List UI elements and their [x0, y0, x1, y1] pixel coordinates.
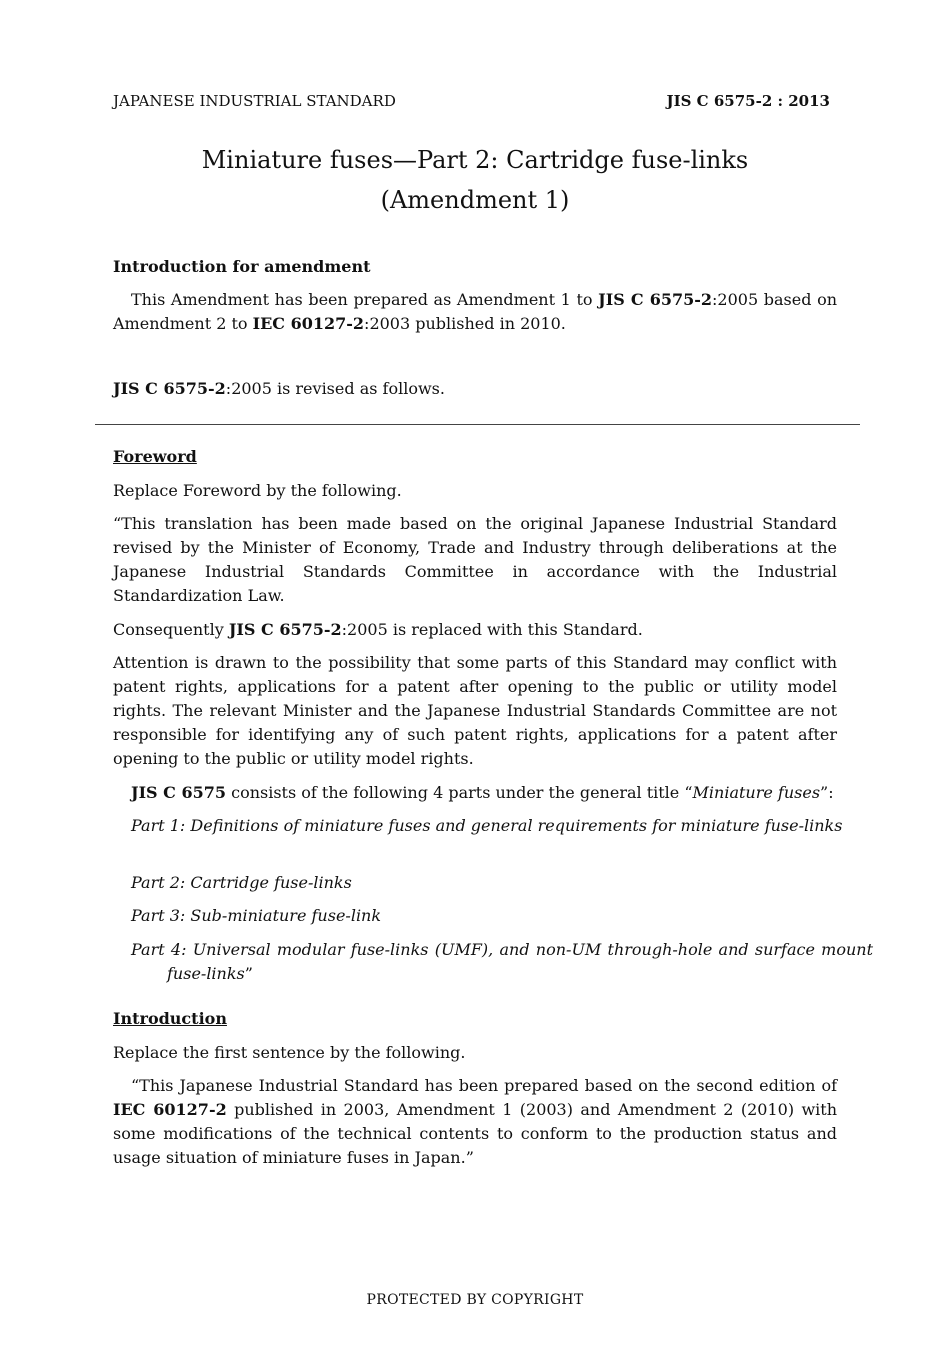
text-run: This Amendment has been prepared as Amendment 1 to — [131, 290, 599, 309]
foreword-heading: Foreword — [113, 447, 197, 466]
foreword-replace-instruction: Replace Foreword by the following. — [113, 481, 402, 500]
intro-amendment-paragraph — [113, 288, 837, 336]
foreword-quote-paragraph: “This translation has been made based on the original Japanese Industrial Standard revised by the Minister of Economy, Trade and Industry through deliberations at the Japanese Industrial Standards Committee in accordance with the Industrial Standardization Law. — [113, 514, 837, 605]
text-run: published in 2003, Amendment 1 (2003) and Amendment 2 (2010) with some modifications of the technical contents to conform to the production status and usage situation of miniature fuses in Japan.” — [113, 1100, 837, 1167]
standard-reference: JIS C 6575-2 — [598, 290, 713, 309]
text-run: consists of the following 4 parts under the general title “ — [226, 783, 693, 802]
introduction-quote-paragraph — [113, 1074, 837, 1170]
introduction-heading: Introduction — [113, 1009, 227, 1028]
foreword-consequently — [113, 618, 837, 642]
section-divider — [95, 424, 860, 425]
foreword-parts-intro — [113, 781, 837, 805]
part-list-item: Part 2: Cartridge fuse-links — [131, 873, 352, 892]
intro-amendment-heading: Introduction for amendment — [113, 257, 371, 276]
header-standard-number: JIS C 6575-2 : 2013 — [666, 92, 830, 110]
part-list-item: Part 1: Definitions of miniature fuses and general requirements for miniature fuse-links — [131, 816, 843, 835]
part-4-text: Part 4: Universal modular fuse-links (UMF), and non-UM through-hole and surface mount fuse-links — [131, 940, 873, 983]
header-standard-type: JAPANESE INDUSTRIAL STANDARD — [113, 92, 396, 110]
standard-reference: JIS C 6575 — [131, 783, 227, 802]
foreword-patent-attention: Attention is drawn to the possibility that some parts of this Standard may conflict with patent rights, applications for a patent after opening to the public or utility model rights. The relevant Minister and the Japanese Industrial Standards Committee are not responsible for identifying any of such patent rights, applications for a patent after opening to the public or utility model rights. — [113, 653, 837, 768]
text-run: :2005 based on Amendment 2 to — [113, 290, 838, 333]
title-line-2: (Amendment 1) — [380, 186, 570, 214]
text-run: :2005 is replaced with this Standard. — [341, 620, 643, 639]
text-run: “This Japanese Industrial Standard has been prepared based on the second edition of — [131, 1076, 837, 1095]
standard-reference: IEC 60127-2 — [252, 314, 365, 333]
part-list-item: Part 3: Sub-miniature fuse-link — [131, 906, 382, 925]
text-run: :2005 is revised as follows. — [225, 379, 445, 398]
text-run: :2003 published in 2010. — [364, 314, 566, 333]
standard-reference: JIS C 6575-2 — [228, 620, 342, 639]
text-run: ”: — [820, 783, 834, 802]
general-title: Miniature fuses — [692, 783, 821, 802]
closing-quote: ” — [244, 964, 253, 983]
standard-reference: IEC 60127-2 — [113, 1100, 227, 1119]
text-run: Consequently — [113, 620, 229, 639]
title-line-1: Miniature fuses—Part 2: Cartridge fuse-links — [201, 146, 749, 174]
revision-statement — [113, 377, 837, 401]
copyright-footer: PROTECTED BY COPYRIGHT — [366, 1292, 584, 1308]
introduction-replace-instruction: Replace the first sentence by the following. — [113, 1043, 466, 1062]
part-list-item — [131, 938, 873, 986]
standard-reference: JIS C 6575-2 — [113, 379, 226, 398]
document-title — [95, 140, 855, 220]
